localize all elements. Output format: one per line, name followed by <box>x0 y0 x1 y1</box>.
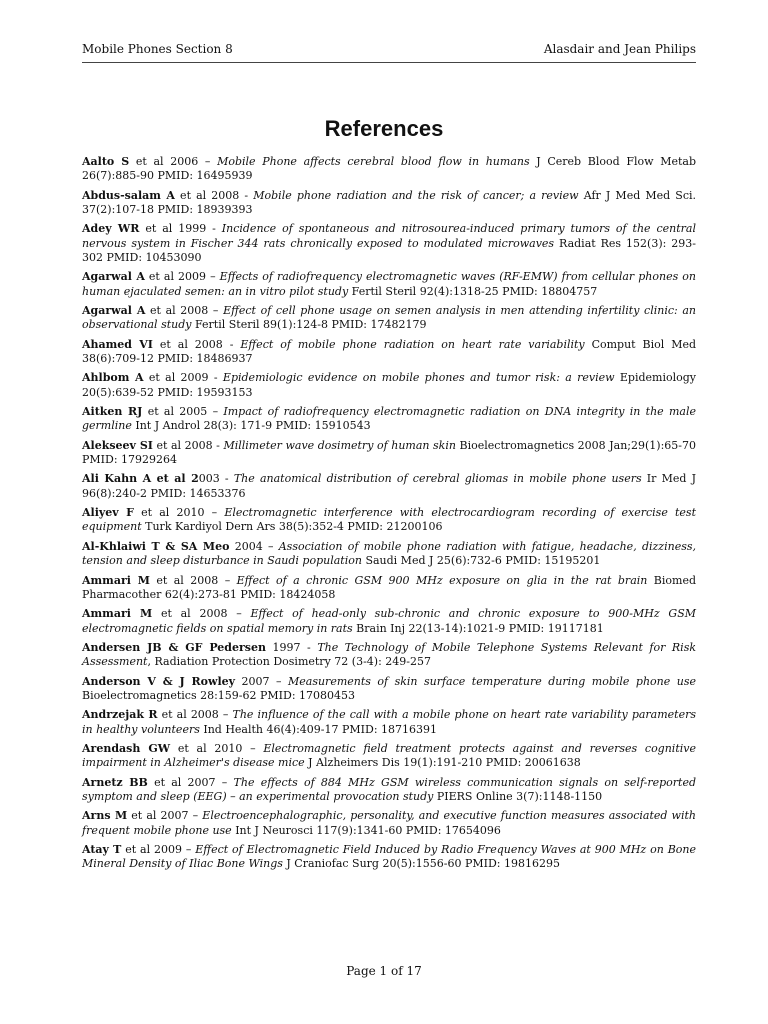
reference-entry <box>82 809 696 838</box>
reference-authors: Ammari M <box>82 573 150 587</box>
reference-year: et al 2008 – <box>157 708 233 722</box>
reference-citation: PIERS Online 3(7):1148-1150 <box>433 789 603 803</box>
reference-citation: Bioelectromagnetics 28:159-62 PMID: 17080453 <box>82 688 356 702</box>
reference-citation: Fertil Steril 89(1):124-8 PMID: 17482179 <box>191 318 427 332</box>
reference-citation: Comput Biol Med 38(6):709-12 PMID: 18486937 <box>82 337 697 366</box>
page-header <box>82 42 696 63</box>
reference-year: et al 2007 – <box>147 775 234 789</box>
reference-year: et al 2007 – <box>127 809 203 823</box>
reference-entry <box>82 222 696 265</box>
reference-citation: Int J Neurosci 117(9):1341-60 PMID: 17654096 <box>231 823 501 837</box>
reference-title: Measurements of skin surface temperature during mobile phone use <box>288 674 696 688</box>
reference-entry <box>82 371 696 400</box>
reference-authors: Anderson V & J Rowley <box>82 674 236 688</box>
reference-entry <box>82 405 696 434</box>
reference-authors: Ammari M <box>82 607 153 621</box>
reference-year: et al 2005 – <box>142 405 224 419</box>
reference-citation: Brain Inj 22(13-14):1021-9 PMID: 19117181 <box>352 621 604 635</box>
reference-title: Electromagnetic field treatment protects against and reverses cognitive impairment in Alzheimer's disease mice <box>82 741 696 770</box>
reference-title: Association of mobile phone radiation with fatigue, headache, dizziness, tension and sleep disturbance in Saudi population <box>82 539 696 568</box>
reference-entry <box>82 843 696 872</box>
reference-title: Electromagnetic interference with electrocardiogram recording of exercise test equipment <box>82 506 696 534</box>
reference-entry <box>82 155 696 184</box>
reference-year: 2004 – <box>229 539 279 553</box>
page-number: Page 1 of 17 <box>346 964 422 978</box>
reference-year: et al 2009 - <box>143 371 223 385</box>
reference-title: The effects of 884 MHz GSM wireless communication signals on self-reported symptom and sleep (EEG) – an experimental provocation study <box>82 775 697 803</box>
reference-citation: Ir Med J 96(8):240-2 PMID: 14653376 <box>82 472 696 500</box>
reference-authors: Agarwal A <box>82 304 146 318</box>
reference-title: Mobile Phone affects cerebral blood flow in humans <box>217 155 530 168</box>
reference-authors: Alekseev SI <box>82 438 153 452</box>
reference-entry <box>82 472 696 501</box>
reference-year: et al 2008 - <box>152 337 241 351</box>
reference-citation: Ind Health 46(4):409-17 PMID: 18716391 <box>199 722 438 736</box>
reference-title: The anatomical distribution of cerebral gliomas in mobile phone users <box>233 472 642 486</box>
reference-year: et al 1999 - <box>139 222 222 236</box>
reference-entry <box>82 641 696 670</box>
reference-title: The influence of the call with a mobile phone on heart rate variability parameters in healthy volunteers <box>82 708 697 736</box>
reference-authors: Ahamed VI <box>82 337 153 351</box>
reference-citation: , Radiation Protection Dosimetry 72 (3-4): 249-257 <box>147 655 431 669</box>
reference-entry <box>82 607 696 636</box>
reference-authors: Aalto S <box>82 155 130 168</box>
reference-title: Epidemiologic evidence on mobile phones and tumor risk: a review <box>222 371 615 385</box>
reference-title: Effect of head-only sub-chronic and chronic exposure to 900-MHz GSM electromagnetic fields on spatial memory in rats <box>82 607 697 635</box>
header-section-title: Mobile Phones Section 8 <box>82 42 233 56</box>
reference-citation: Fertil Steril 92(4):1318-25 PMID: 18804757 <box>348 284 598 298</box>
reference-year: et al 2006 – <box>129 155 218 168</box>
reference-entry <box>82 338 696 367</box>
reference-entry <box>82 708 696 737</box>
reference-title: Effect of cell phone usage on semen analysis in men attending infertility clinic: an observational study <box>82 304 696 332</box>
reference-authors: Andrzejak R <box>82 708 158 722</box>
reference-year: et al 2009 – <box>121 843 196 857</box>
reference-year: et al 2008 – <box>152 607 251 621</box>
reference-citation: Epidemiology 20(5):639-52 PMID: 19593153 <box>82 371 697 399</box>
reference-authors: Atay T <box>82 843 122 857</box>
reference-authors: Arns M <box>82 809 128 823</box>
reference-year: et al 2008 – <box>145 304 224 318</box>
reference-title: Impact of radiofrequency electromagnetic radiation on DNA integrity in the male germline <box>82 405 696 433</box>
reference-citation: Int J Androl 28(3): 171-9 PMID: 15910543 <box>131 419 371 433</box>
reference-authors: Ali Kahn A et al 2 <box>82 472 199 486</box>
reference-authors: Aliyev F <box>82 506 134 520</box>
reference-entry <box>82 506 696 535</box>
reference-entry <box>82 439 696 468</box>
reference-entry <box>82 574 696 603</box>
reference-year: et al 2008 – <box>149 573 237 587</box>
reference-authors: Adey WR <box>82 222 140 236</box>
reference-title: Mobile phone radiation and the risk of cancer; a review <box>253 188 579 202</box>
reference-authors: Andersen JB & GF Pedersen <box>82 640 266 654</box>
reference-entry <box>82 742 696 771</box>
header-authors: Alasdair and Jean Philips <box>543 42 696 56</box>
reference-entry <box>82 304 696 333</box>
reference-authors: Arendash GW <box>82 741 171 755</box>
reference-entry <box>82 270 696 299</box>
reference-year: et al 2009 – <box>144 270 220 284</box>
page-title: References <box>324 116 444 141</box>
reference-year: 2007 – <box>235 674 288 688</box>
reference-authors: Agarwal A <box>82 270 145 284</box>
reference-year: et al 2008 - <box>174 188 254 202</box>
reference-title: Electroencephalographic, personality, and executive function measures associated with frequent mobile phone use <box>82 809 696 837</box>
reference-year: et al 2008 - <box>152 438 224 452</box>
reference-citation: J Cereb Blood Flow Metab 26(7):885-90 PMID: 16495939 <box>82 155 696 183</box>
reference-citation: Turk Kardiyol Dern Ars 38(5):352-4 PMID: 21200106 <box>141 520 443 534</box>
reference-authors: Al-Khlaiwi T & SA Meo <box>82 539 230 553</box>
reference-citation: Saudi Med J 25(6):732-6 PMID: 15195201 <box>361 554 601 568</box>
reference-citation: Biomed Pharmacother 62(4):273-81 PMID: 18424058 <box>82 573 697 601</box>
reference-entry <box>82 540 696 569</box>
reference-citation: J Craniofac Surg 20(5):1556-60 PMID: 19816295 <box>282 857 560 871</box>
reference-entry <box>82 776 696 805</box>
reference-citation: J Alzheimers Dis 19(1):191-210 PMID: 20061638 <box>304 756 581 770</box>
reference-title: Effect of Electromagnetic Field Induced by Radio Frequency Waves at 900 MHz on Bone Mineral Density of Iliac Bone Wings <box>82 843 696 871</box>
reference-list <box>82 155 696 877</box>
reference-title: The Technology of Mobile Telephone Systems Relevant for Risk Assessment <box>82 640 697 669</box>
reference-citation: Afr J Med Med Sci. 37(2):107-18 PMID: 18939393 <box>82 188 697 216</box>
reference-authors: Abdus-salam A <box>82 188 175 202</box>
reference-title: Effect of a chronic GSM 900 MHz exposure on glia in the rat brain <box>236 573 648 587</box>
reference-authors: Arnetz BB <box>82 775 148 789</box>
reference-authors: Aitken RJ <box>82 405 143 419</box>
reference-entry <box>82 675 696 704</box>
reference-year: 1997 - <box>265 640 318 654</box>
reference-citation: Radiat Res 152(3): 293-302 PMID: 10453090 <box>82 236 696 264</box>
reference-title: Effects of radiofrequency electromagnetic waves (RF-EMW) from cellular phones on human ejaculated semen: an in vitro pilot study <box>82 270 696 298</box>
reference-title: Effect of mobile phone radiation on heart rate variability <box>240 337 585 351</box>
reference-year: et al 2010 – <box>133 506 225 520</box>
reference-year: 003 - <box>198 472 234 486</box>
reference-title: Millimeter wave dosimetry of human skin <box>223 438 456 452</box>
reference-year: et al 2010 – <box>170 741 264 755</box>
reference-authors: Ahlbom A <box>82 371 144 385</box>
reference-citation: Bioelectromagnetics 2008 Jan;29(1):65-70 PMID: 17929264 <box>82 438 696 467</box>
reference-title: Incidence of spontaneous and nitrosourea-induced primary tumors of the central nervous system in Fischer 344 rats chronically exposed to modulated microwaves <box>82 222 696 250</box>
reference-entry <box>82 189 696 218</box>
